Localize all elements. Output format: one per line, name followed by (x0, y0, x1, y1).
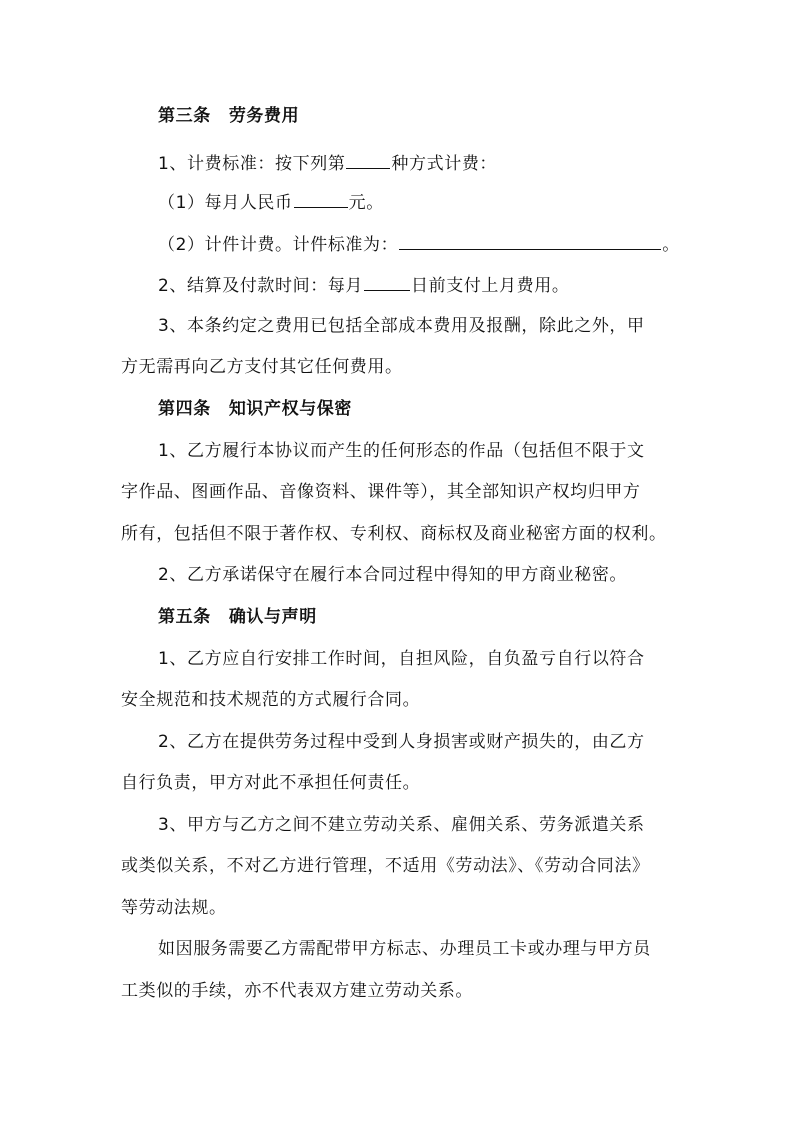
article-4-number: 第四条 (158, 399, 211, 419)
article-5-paragraph-line-2: 工类似的手续，亦不代表双方建立劳动关系。 (121, 981, 473, 1001)
article-5-clause-3-line-2: 或类似关系，不对乙方进行管理，不适用《劳动法》、《劳动合同法》 (121, 856, 650, 876)
article-3-number: 第三条 (158, 106, 211, 126)
article-5-clause-2-line-2: 自行负责，甲方对此不承担任何责任。 (121, 773, 421, 793)
article-3-title: 劳务费用 (228, 106, 300, 126)
blank-monthly-amount (294, 190, 348, 208)
article-5-paragraph-line-1: 如因服务需要乙方需配带甲方标志、办理员工卡或办理与甲方员 (158, 939, 651, 959)
article-5-title: 确认与声明 (228, 607, 317, 627)
article-3-clause-1-option-1 (158, 190, 384, 214)
article-4-clause-1-line-2: 字作品、图画作品、音像资料、课件等），其全部知识产权均归甲方 (121, 482, 641, 502)
article-4-clause-2: 2、乙方承诺保守在履行本合同过程中得知的甲方商业秘密。 (158, 565, 628, 585)
clause-text: 元。 (348, 193, 384, 213)
article-4-clause-1-line-1: 1、乙方履行本协议而产生的任何形态的作品（包括但不限于文 (158, 441, 645, 461)
article-3-heading (158, 105, 299, 127)
blank-payment-day (364, 273, 410, 291)
article-5-clause-1-line-1: 1、乙方应自行安排工作时间，自担风险，自负盈亏自行以符合 (158, 649, 645, 669)
blank-method-number (346, 151, 390, 169)
article-5-heading (158, 606, 317, 628)
clause-text: 。 (662, 235, 680, 255)
clause-text: 日前支付上月费用。 (411, 276, 570, 296)
article-5-clause-3-line-1: 3、甲方与乙方之间不建立劳动关系、雇佣关系、劳务派遣关系 (158, 815, 645, 835)
article-4-clause-1-line-3: 所有，包括但不限于著作权、专利权、商标权及商业秘密方面的权利。 (121, 524, 667, 544)
article-5-clause-3-line-3: 等劳动法规。 (121, 898, 227, 918)
article-4-title: 知识产权与保密 (228, 399, 353, 419)
clause-text: （2）计件计费。计件标准为： (158, 235, 399, 255)
clause-text: 种方式计费： (391, 154, 498, 174)
article-3-clause-3-line-2: 方无需再向乙方支付其它任何费用。 (121, 357, 403, 377)
article-3-clause-2 (158, 273, 569, 297)
clause-text: （1）每月人民币 (158, 193, 293, 213)
clause-text: 1、计费标准：按下列第 (158, 154, 346, 174)
clause-text: 2、结算及付款时间：每月 (158, 276, 364, 296)
article-3-clause-1 (158, 151, 497, 175)
article-3-clause-1-option-2 (158, 232, 680, 256)
article-5-clause-2-line-1: 2、乙方在提供劳务过程中受到人身损害或财产损失的，由乙方 (158, 732, 645, 752)
article-4-heading (158, 398, 352, 420)
article-5-number: 第五条 (158, 607, 211, 627)
article-5-clause-1-line-2: 安全规范和技术规范的方式履行合同。 (121, 690, 421, 710)
blank-piece-rate-standard (399, 232, 661, 250)
article-3-clause-3-line-1: 3、本条约定之费用已包括全部成本费用及报酬，除此之外，甲 (158, 316, 645, 336)
